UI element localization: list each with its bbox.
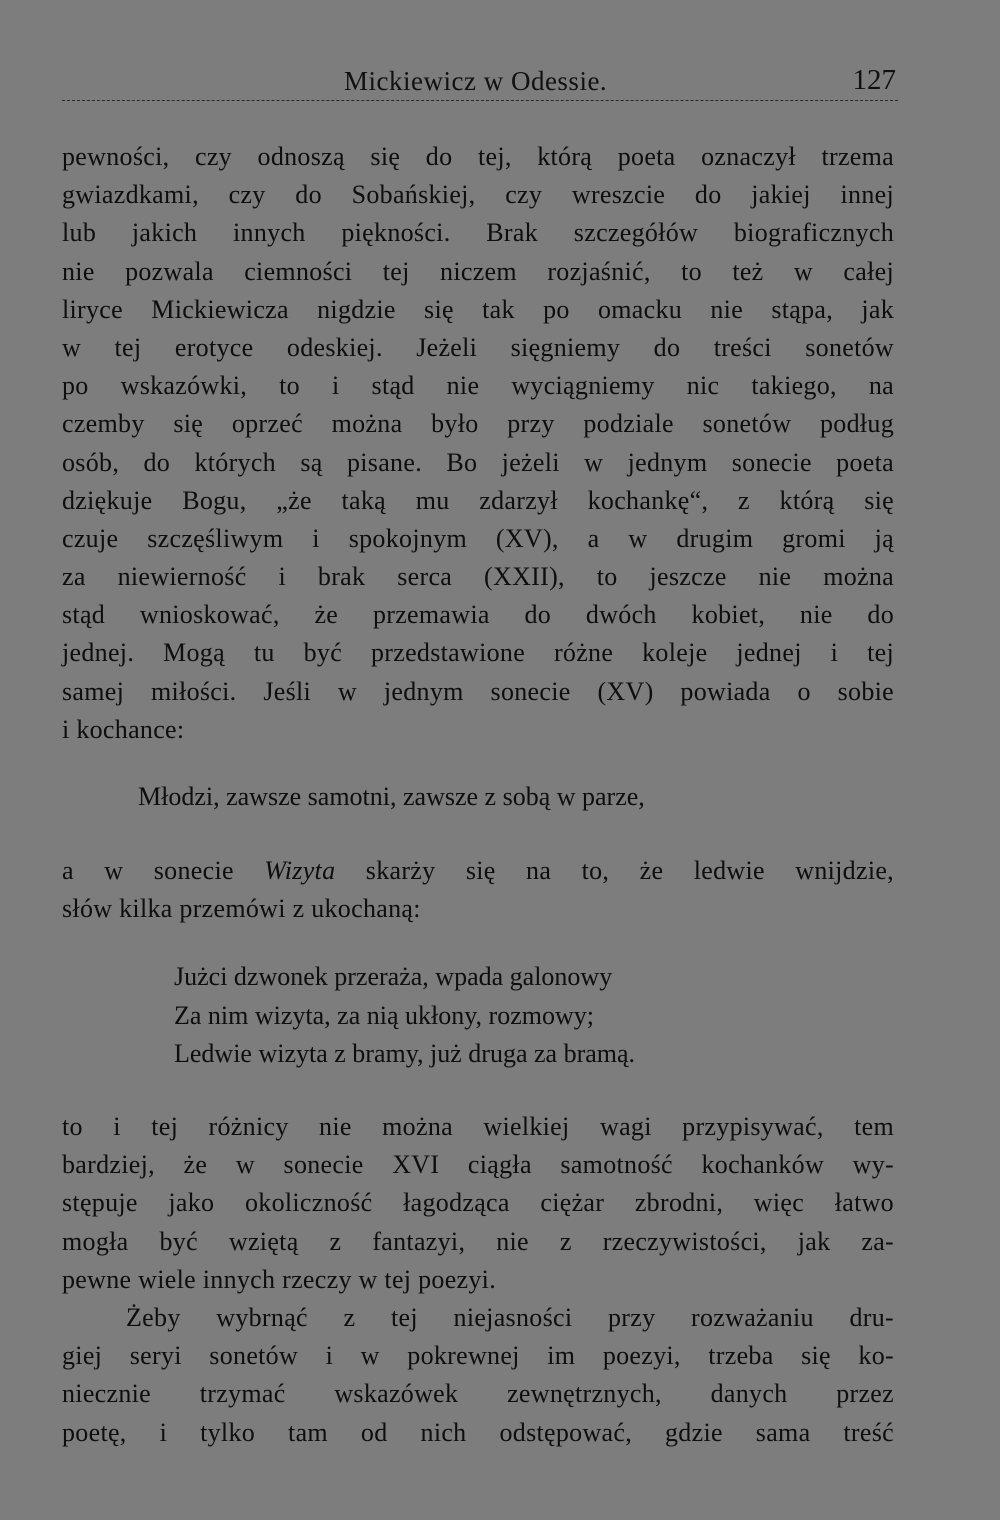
text-line: samej miłości. Jeśli w jednym sonecie (XV) powiada o sobie <box>62 676 894 706</box>
paragraph-1 <box>62 138 894 749</box>
text-line: jednej. Mogą tu być przedstawione różne koleje jednej i tej <box>62 638 894 668</box>
quoted-verse-2 <box>174 958 635 1074</box>
running-head <box>62 64 898 104</box>
text-line: za niewierność i brak serca (XXII), to jeszcze nie można <box>62 562 894 592</box>
text-line: pewności, czy odnoszą się do tej, którą poeta oznaczył trzema <box>62 142 894 171</box>
text-line: pewne wiele innych rzeczy w tej poezyi. <box>62 1264 497 1294</box>
text-line: poetę, i tylko tam od nich odstępować, gdzie sama treść <box>62 1417 894 1447</box>
text-line: nie pozwala ciemności tej niczem rozjaśnić, to też w całej <box>62 256 894 286</box>
text-line: stąd wnioskować, że przemawia do dwóch kobiet, nie do <box>62 600 894 630</box>
paragraph-3 <box>62 1108 894 1452</box>
text-line: osób, do których są pisane. Bo jeżeli w jednym sonecie poeta <box>62 447 894 477</box>
text-line: liryce Mickiewicza nigdzie się tak po omacku nie stąpa, jak <box>62 294 894 324</box>
text-line: czemby się oprzeć można było przy podziale sonetów podług <box>62 409 894 439</box>
paragraph-2 <box>62 852 894 928</box>
text-line: Żeby wybrnąć z tej niejasności przy rozważaniu dru- <box>126 1302 894 1332</box>
text-run: skarży się na to, że ledwie wnijdzie, <box>335 856 894 885</box>
text-line: to i tej różnicy nie można wielkiej wagi przypisywać, tem <box>62 1112 894 1141</box>
text-line: lub jakich innych piękności. Brak szczegółów biograficznych <box>62 218 894 248</box>
text-line: gwiazdkami, czy do Sobańskiej, czy wreszcie do jakiej innej <box>62 180 894 210</box>
text-line: dziękuje Bogu, „że taką mu zdarzył kochankę“, z którą się <box>62 485 894 515</box>
text-line <box>62 852 894 890</box>
quoted-verse-1: Młodzi, zawsze samotni, zawsze z sobą w parze, <box>138 782 645 811</box>
text-line: i kochance: <box>62 714 185 744</box>
running-title: Mickiewicz w Odessie. <box>344 66 608 96</box>
page-number: 127 <box>852 64 896 96</box>
text-line: stępuje jako okoliczność łagodząca ciężar zbrodni, więc łatwo <box>62 1188 894 1218</box>
verse-line: Za nim wizyta, za nią ukłony, rozmowy; <box>174 1000 594 1030</box>
text-line: giej seryi sonetów i w pokrewnej im poezyi, trzeba się ko- <box>62 1341 894 1371</box>
header-rule <box>62 100 898 101</box>
text-line: po wskazówki, to i stąd nie wyciągniemy nic takiego, na <box>62 371 894 401</box>
text-run: a w sonecie <box>62 856 265 885</box>
text-line: mogła być wziętą z fantazyi, nie z rzeczywistości, jak za- <box>62 1226 894 1256</box>
text-line: w tej erotyce odeskiej. Jeżeli sięgniemy do treści sonetów <box>62 332 894 362</box>
text-line: czuje szczęśliwym i spokojnym (XV), a w drugim gromi ją <box>62 523 894 553</box>
text-line: słów kilka przemówi z ukochaną: <box>62 894 421 924</box>
italic-title: Wizyta <box>264 856 336 885</box>
text-line: niecznie trzymać wskazówek zewnętrznych, danych przez <box>62 1379 894 1409</box>
verse-line: Jużci dzwonek przeraża, wpada galonowy <box>174 962 613 991</box>
text-line: bardziej, że w sonecie XVI ciągła samotność kochanków wy- <box>62 1150 894 1180</box>
verse-line: Ledwie wizyta z bramy, już druga za bramą. <box>174 1039 636 1068</box>
